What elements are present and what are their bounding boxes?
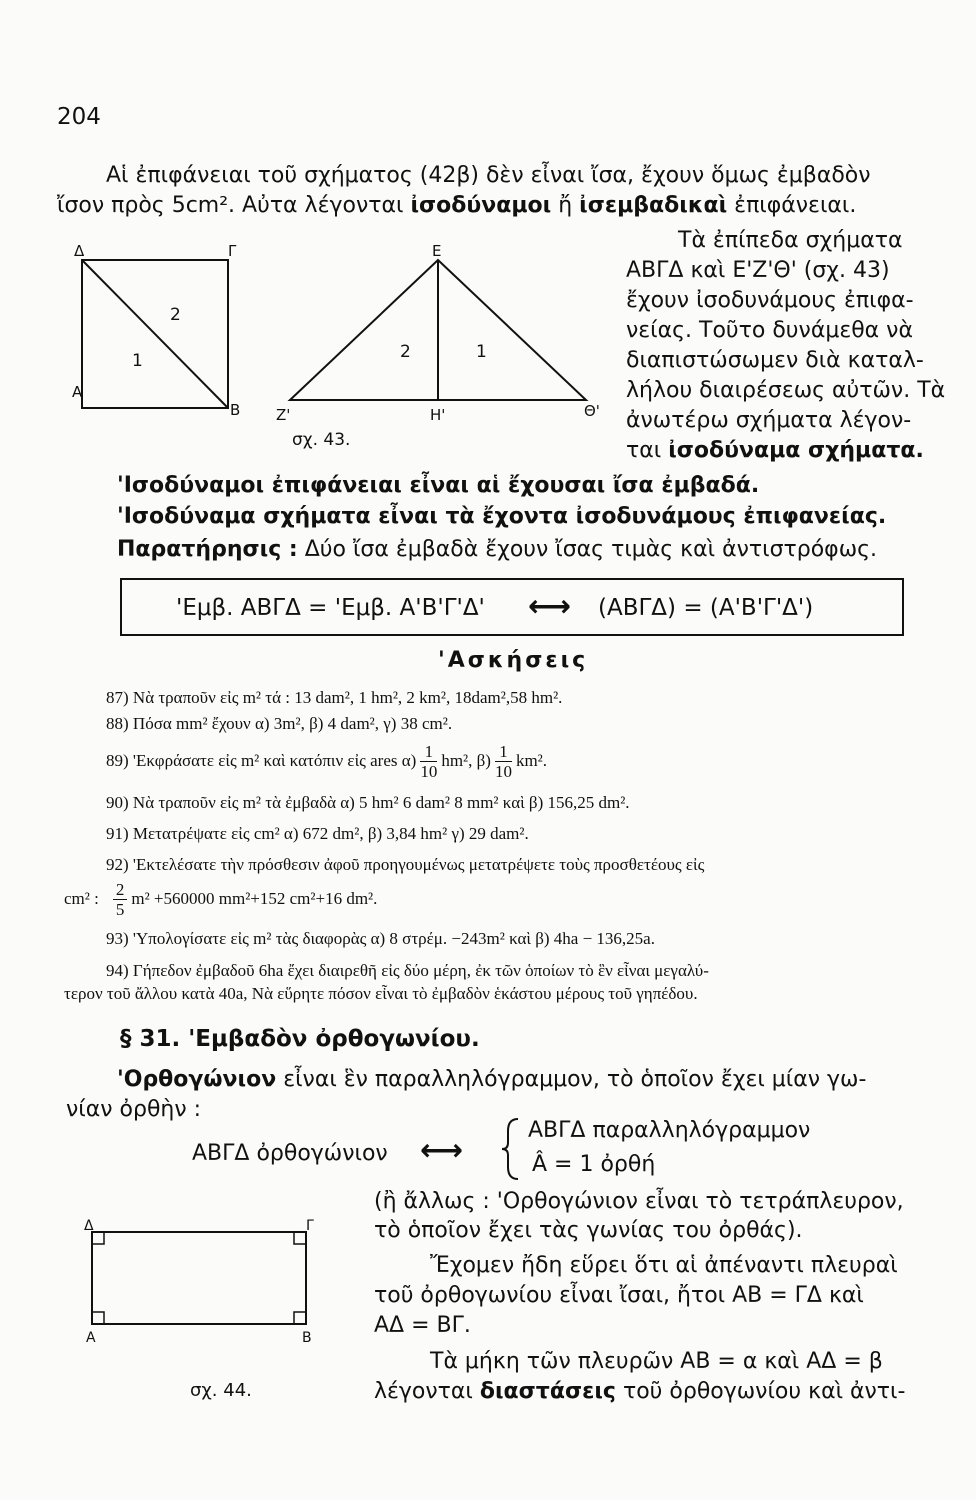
right-text-line-6: λήλου διαιρέσεως αὐτῶν. Τὰ <box>626 378 946 403</box>
formula-equivalence-arrow: ⟷ <box>528 589 572 624</box>
exercise-88: 88) Πόσα mm² ἔχουν α) 3m², β) 4 dam², γ) 38 cm². <box>106 714 453 733</box>
exercise-94-line-1: 94) Γήπεδον ἐμβαδοῦ 6ha ἔχει διαιρεθῆ εἰς δύο μέρη, ἐκ τῶν ὁποίων τὸ ἓν εἶναι μεγαλύ- <box>106 961 709 980</box>
paragraph-2-end: τοῦ ὀρθογωνίου καὶ ἀντι- <box>622 1379 906 1404</box>
right-angle-mark-b <box>294 1312 306 1324</box>
right-text-line-5: διαπιστώσωμεν διὰ καταλ- <box>626 348 924 373</box>
section-31-heading: § 31. 'Εμβαδὸν ὀρθογωνίου. <box>120 1026 480 1052</box>
rectangle-definition-rest: εἶναι ἓν παραλληλόγραμμον, τὸ ὁποῖον ἔχει μίαν γω- <box>283 1067 867 1092</box>
label-theta: Θ' <box>584 402 600 420</box>
fraction-a-numerator: 1 <box>420 742 437 762</box>
fig44-label-delta: Δ <box>84 1218 94 1234</box>
equivalence-arrow: ⟷ <box>420 1133 464 1168</box>
label-epsilon: Ε <box>432 242 442 260</box>
right-text-line-7: ἀνωτέρω σχήματα λέγον- <box>626 408 912 433</box>
rectangle-definition-line-2: νίαν ὀρθὴν : <box>66 1097 202 1122</box>
label-beta: Β <box>230 401 241 419</box>
fraction-a-denominator: 10 <box>420 761 438 781</box>
term-isodynamoi: ἰσοδύναμοι <box>410 193 552 218</box>
paragraph-1-line-3: ΑΔ = ΒΓ. <box>374 1313 471 1338</box>
exercise-90: 90) Νὰ τραποῦν εἰς m² τὰ ἐμβαδὰ α) 5 hm² 6 dam² 8 mm² καὶ β) 156,25 dm². <box>106 793 630 812</box>
exercise-93: 93) 'Υπολογίσατε εἰς m² τὰς διαφορὰς α) 8 στρέμ. −243m² καὶ β) 4ha − 136,25a. <box>106 929 655 948</box>
figure-44-caption: σχ. 44. <box>190 1380 252 1401</box>
figure-43 <box>70 240 630 465</box>
term-isodynama-schimata: ἰσοδύναμα σχήματα. <box>668 438 924 463</box>
exercise-89-end: km². <box>515 751 548 770</box>
right-text-line-8 <box>626 438 924 463</box>
right-text-line-2: ΑΒΓΔ καὶ Ε'Ζ'Θ' (σχ. 43) <box>626 258 890 283</box>
exercise-92-line-2 <box>64 876 377 922</box>
alternative-definition-line-1: (ἢ ἄλλως : 'Ορθογώνιον εἶναι τὸ τετράπλευρον, <box>374 1189 904 1214</box>
label-gamma: Γ <box>228 242 237 260</box>
intro-line-2-start: ἴσον πρὸς 5cm². Αὐτα λέγονται <box>57 193 404 218</box>
equivalence-right-2: Â = 1 ὀρθή <box>532 1152 656 1177</box>
rectangle-abcd <box>92 1232 306 1324</box>
alternative-definition-line-2: τὸ ὁποῖον ἔχει τὰς γωνίας του ὀρθάς). <box>374 1218 803 1243</box>
fig44-label-gamma: Γ <box>306 1218 314 1234</box>
intro-line-2-end: ἐπιφάνειαι. <box>734 193 857 218</box>
fraction-2-5-numerator: 2 <box>113 880 128 900</box>
remark-text: Δύο ἴσα ἐμβαδὰ ἔχουν ἴσας τιμὰς καὶ ἀντιστρόφως. <box>304 537 878 562</box>
fraction-b-denominator: 10 <box>494 761 512 781</box>
fraction-1-10-b <box>495 742 512 781</box>
fraction-2-5-denominator: 5 <box>115 899 125 919</box>
triangle-region-2: 2 <box>400 342 411 362</box>
remark-label: Παρατήρησις : <box>117 537 298 562</box>
exercise-89 <box>106 738 547 784</box>
exercise-89-text: 89) 'Εκφράσατε εἰς m² καὶ κατόπιν εἰς ares α) <box>106 751 417 770</box>
exercise-92-line-1: 92) 'Εκτελέσατε τὴν πρόσθεσιν ἀφοῦ προηγουμένως μετατρέψετε τοὺς προσθετέους εἰς <box>106 855 705 874</box>
label-alpha: Α <box>72 383 83 401</box>
exercises-heading: 'Ασκήσεις <box>438 648 589 673</box>
remark <box>117 537 877 562</box>
figure-44 <box>80 1218 330 1343</box>
exercise-87: 87) Νὰ τραποῦν εἰς m² τά : 13 dam², 1 hm², 2 km², 18dam²,58 hm². <box>106 688 563 707</box>
definition-isodynamoi: 'Ισοδύναμοι ἐπιφάνειαι εἶναι αἱ ἔχουσαι ἴσα ἐμβαδά. <box>117 473 760 498</box>
page-number: 204 <box>57 104 101 130</box>
term-isembadikai: ἰσεμβαδικαὶ <box>579 193 728 218</box>
exercise-92-sum: m² +560000 mm²+152 cm²+16 dm². <box>131 889 378 908</box>
label-zeta: Ζ' <box>276 406 291 424</box>
label-eta: Η' <box>430 406 446 424</box>
intro-line-2 <box>57 193 856 218</box>
equivalence-right-1: ΑΒΓΔ παραλληλόγραμμον <box>528 1118 811 1143</box>
rectangle-definition-line-1 <box>117 1067 866 1092</box>
fig44-label-alpha: Α <box>86 1330 96 1343</box>
square-region-2: 2 <box>170 305 181 325</box>
exercise-94-line-2: τερον τοῦ ἄλλου κατὰ 40a, Νὰ εὕρητε πόσον εἶναι τὸ ἐμβαδὸν ἑκάστου μέρους τοῦ γηπέδου. <box>64 984 698 1003</box>
square-diagonal <box>82 260 228 408</box>
paragraph-2-start: λέγονται <box>374 1379 473 1404</box>
right-angle-mark-d <box>92 1232 104 1244</box>
exercise-89-mid: hm², β) <box>441 751 491 770</box>
figure-43-caption: σχ. 43. <box>292 430 351 450</box>
fraction-b-numerator: 1 <box>495 742 512 762</box>
fig44-label-beta: Β <box>302 1330 312 1343</box>
paragraph-2-line-1: Τὰ μήκη τῶν πλευρῶν ΑΒ = α καὶ ΑΔ = β <box>430 1349 883 1374</box>
brace <box>500 1116 522 1182</box>
term-diastaseis: διαστάσεις <box>479 1379 616 1404</box>
right-text-line-4: νείας. Τοῦτο δυνάμεθα νὰ <box>626 318 913 343</box>
term-orthogonion: 'Ορθογώνιον <box>117 1067 277 1092</box>
equivalence-left: ΑΒΓΔ ὀρθογώνιον <box>192 1141 388 1166</box>
right-text-last-start: ται <box>626 438 662 463</box>
intro-or: ἤ <box>558 193 573 218</box>
label-delta: Δ <box>74 242 85 260</box>
paragraph-2-line-2 <box>374 1379 905 1404</box>
paragraph-1-line-1: Ἔχομεν ἤδη εὕρει ὅτι αἱ ἀπέναντι πλευραὶ <box>430 1253 898 1278</box>
right-text-line-3: ἔχουν ἰσοδυνάμους ἐπιφα- <box>626 288 914 313</box>
right-angle-mark-c <box>294 1232 306 1244</box>
exercise-92-prefix: cm² : <box>64 889 99 908</box>
brace-path <box>502 1119 518 1179</box>
formula-left: 'Εμβ. ΑΒΓΔ = 'Εμβ. Α'Β'Γ'Δ' <box>176 595 485 621</box>
right-text-line-1: Τὰ ἐπίπεδα σχήματα <box>678 228 903 253</box>
paragraph-1-line-2: τοῦ ὀρθογωνίου εἶναι ἴσαι, ἤτοι ΑΒ = ΓΔ καὶ <box>374 1283 864 1308</box>
intro-line-1: Αἱ ἐπιφάνειαι τοῦ σχήματος (42β) δὲν εἶναι ἴσα, ἔχουν ὅμως ἐμβαδὸν <box>106 163 871 188</box>
fraction-2-5 <box>113 880 128 919</box>
exercise-91: 91) Μετατρέψατε εἰς cm² α) 672 dm², β) 3,84 hm² γ) 29 dam². <box>106 824 529 843</box>
square-region-1: 1 <box>132 351 143 371</box>
right-angle-mark-a <box>92 1312 104 1324</box>
triangle-region-1: 1 <box>476 342 487 362</box>
fraction-1-10-a <box>420 742 437 781</box>
formula-right: (ΑΒΓΔ) = (Α'Β'Γ'Δ') <box>598 595 814 621</box>
definition-isodynama: 'Ισοδύναμα σχήματα εἶναι τὰ ἔχοντα ἰσοδυνάμους ἐπιφανείας. <box>117 504 887 529</box>
